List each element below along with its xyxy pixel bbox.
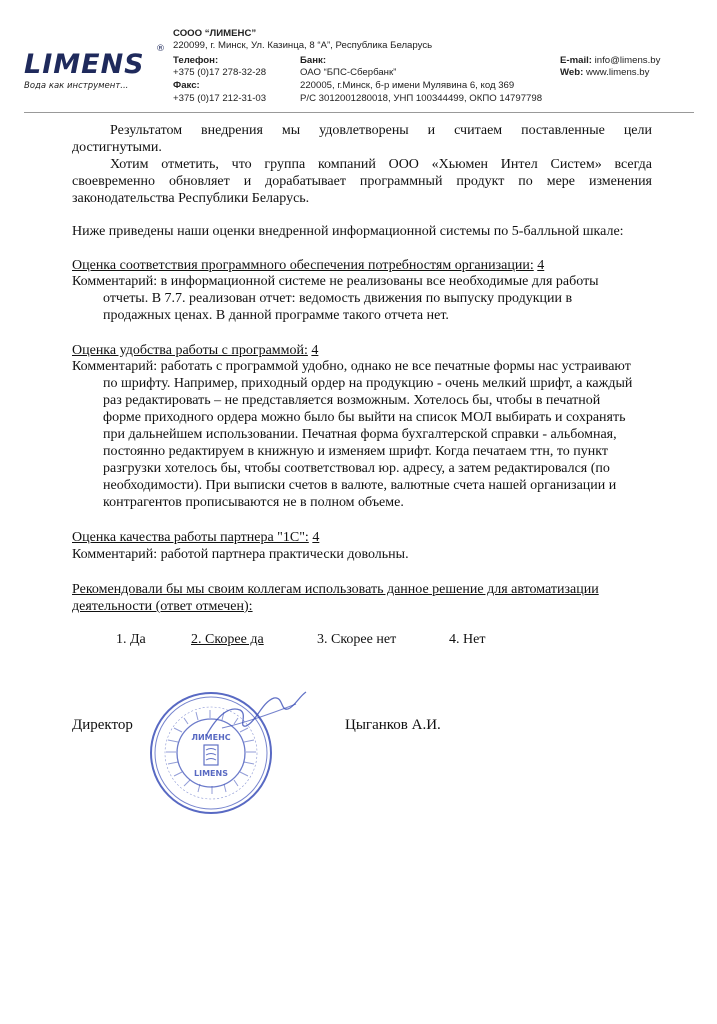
email-label: E-mail: bbox=[560, 55, 592, 66]
paragraph-1-line-2: достигнутыми. bbox=[72, 140, 162, 155]
web-link[interactable]: www.limens.by bbox=[585, 67, 650, 78]
section-2-comment-line-5: при дальнейшем использовании. Печатная форма бухгалтерской справки - альбомная, bbox=[103, 427, 617, 442]
stamp-inner-text: ЛИМЕНС bbox=[191, 733, 231, 742]
signer-name: Цыганков А.И. bbox=[345, 717, 441, 733]
section-1-heading bbox=[72, 257, 544, 274]
ratings-intro: Ниже приведены наши оценки внедренной информационной системы по 5-балльной шкале: bbox=[72, 224, 624, 239]
section-2-comment-line-7: разгрузки хотелось бы, чтобы соответствовал юр. адресу, а затем редактировался (по bbox=[103, 461, 610, 476]
section-2-comment-line-8: необходимости). При выписки счетов в валюте, валютные счета нашей организации и bbox=[103, 478, 617, 493]
paragraph-2-line-2: своевременно обновляет и дорабатывает программный продукт по мере изменения bbox=[72, 174, 652, 189]
email-link[interactable]: info@limens.by bbox=[594, 55, 661, 66]
section-1-comment-line-1: Комментарий: в информационной системе не реализованы все необходимые для работы bbox=[72, 274, 599, 289]
company-name: СООО “ЛИМЕНС” bbox=[173, 28, 257, 39]
section-1-score: 4 bbox=[537, 258, 545, 273]
section-3-title: Оценка качества работы партнера "1С": bbox=[72, 530, 309, 545]
bank-account: Р/С 3012001280018, УНП 100344499, ОКПО 14797798 bbox=[300, 93, 543, 104]
option-rather-yes-selected: 2. Скорее да bbox=[191, 632, 264, 647]
logo-tagline: Вода как инструмент... bbox=[24, 81, 129, 91]
bank-label: Банк: bbox=[300, 55, 327, 66]
section-1-title: Оценка соответствия программного обеспечения потребностям организации: bbox=[72, 258, 534, 273]
section-2-heading bbox=[72, 342, 318, 359]
paragraph-1-line-1: Результатом внедрения мы удовлетворены и считаем поставленные цели bbox=[110, 123, 652, 138]
section-2-comment-line-1: Комментарий: работать с программой удобно, однако не все печатные формы нас устраивают bbox=[72, 359, 631, 374]
fax-number: +375 (0)17 212-31-03 bbox=[173, 93, 267, 104]
section-3-score: 4 bbox=[312, 530, 320, 545]
option-no: 4. Нет bbox=[449, 632, 486, 647]
section-1-comment-line-3: продажных ценах. В данной программе такого отчета нет. bbox=[103, 308, 449, 323]
handwritten-signature bbox=[200, 684, 310, 754]
section-3-heading bbox=[72, 529, 319, 546]
fax-label: Факс: bbox=[173, 80, 200, 91]
paragraph-2-line-1: Хотим отметить, что группа компаний ООО «Хьюмен Интел Систем» всегда bbox=[110, 157, 652, 172]
logo-wordmark: LIMENS bbox=[24, 49, 145, 80]
phone-label: Телефон: bbox=[173, 55, 219, 66]
company-logo bbox=[24, 44, 165, 92]
registered-mark: ® bbox=[156, 44, 165, 54]
section-1-comment-line-2: отчеты. В 7.7. реализован отчет: ведомость движения по выпуску продукции в bbox=[103, 291, 573, 306]
bank-name: ОАО “БПС-Сбербанк” bbox=[300, 67, 397, 78]
option-rather-no: 3. Скорее нет bbox=[317, 632, 397, 647]
company-address: 220099, г. Минск, Ул. Казинца, 8 “А”, Республика Беларусь bbox=[173, 40, 433, 51]
option-yes: 1. Да bbox=[116, 632, 146, 647]
bank-address: 220005, г.Минск, б-р имени Мулявина 6, код 369 bbox=[300, 80, 515, 91]
web-label: Web: bbox=[560, 67, 584, 78]
paragraph-2-line-3: законодательства Республики Беларусь. bbox=[72, 191, 310, 206]
stamp-center-text: LIMENS bbox=[194, 769, 228, 778]
section-2-comment-line-4: форме приходного ордера можно было бы выйти на список МОЛ выбирать и сохранять bbox=[103, 410, 626, 425]
header-divider bbox=[24, 112, 694, 113]
section-2-score: 4 bbox=[311, 343, 319, 358]
section-2-comment-line-2: по шрифту. Например, приходный ордер на продукцию - очень мелкий шрифт, а каждый bbox=[103, 376, 633, 391]
section-2-comment-line-9: контрагентов прописываются не в полном объеме. bbox=[103, 495, 404, 510]
section-2-comment-line-3: раз редактировать – не представляется возможным. Хотелось бы, чтобы в печатной bbox=[103, 393, 601, 408]
section-2-title: Оценка удобства работы с программой: bbox=[72, 343, 308, 358]
section-2-comment-line-6: постоянно редактируем в книжную и изменяем шрифт. Когда печатаем ттн, то пункт bbox=[103, 444, 608, 459]
recommendation-line-1: Рекомендовали бы мы своим коллегам использовать данное решение для автоматизации bbox=[72, 582, 599, 597]
signer-title: Директор bbox=[72, 717, 133, 733]
section-3-comment-line-1: Комментарий: работой партнера практически довольны. bbox=[72, 547, 409, 562]
phone-number: +375 (0)17 278-32-28 bbox=[173, 67, 267, 78]
recommendation-line-2: деятельности (ответ отмечен): bbox=[72, 599, 253, 614]
